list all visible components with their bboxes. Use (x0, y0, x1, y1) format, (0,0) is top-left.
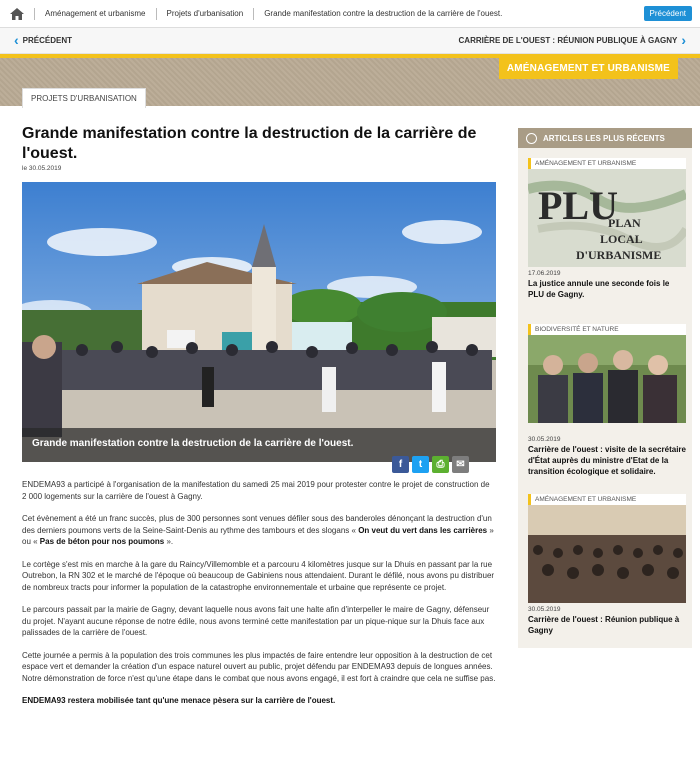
home-icon[interactable] (10, 8, 24, 20)
paragraph-text: » ou « (22, 525, 494, 546)
previous-button[interactable]: Précédent (644, 6, 692, 21)
article-title[interactable]: Carrière de l'ouest : Réunion publique à Gagny (528, 615, 680, 635)
plu-big-text: PLU (538, 183, 618, 228)
article-thumbnail[interactable] (528, 169, 686, 267)
article-title[interactable]: Carrière de l'ouest : visite de la secrétaire d'État auprès du ministre d'Etat de la transition écologique et solidaire. (528, 445, 686, 476)
article-category: BIODIVERSITÉ ET NATURE (528, 324, 686, 335)
tab-projets-urbanisation[interactable]: PROJETS D'URBANISATION (22, 88, 146, 108)
paragraph (22, 513, 496, 548)
paragraph: Le parcours passait par la mairie de Gagny, devant laquelle nous avons fait une halte afin d'interpeller le maire de Gagny, défenseur du projet. N'ayant aucune réponse de notre édile, nous avons terminé cette manifestation par un pique-nique sur la Dhuis face aux palissades de la carrière de l'ouest. (22, 605, 490, 637)
breadcrumb-divider (34, 8, 35, 20)
article-image[interactable] (22, 182, 496, 462)
breadcrumb-item-current: Grande manifestation contre la destruction de la carrière de l'ouest. (264, 9, 503, 18)
plu-text-plan: PLAN (608, 216, 641, 230)
article-category: AMÉNAGEMENT ET URBANISME (528, 494, 686, 505)
recent-article-reunion[interactable] (528, 494, 686, 636)
facebook-icon[interactable]: f (392, 456, 409, 473)
breadcrumb-item-amenagement[interactable]: Aménagement et urbanisme (45, 9, 146, 18)
protest-photo (22, 182, 496, 462)
article-title: Grande manifestation contre la destruction de la carrière de l'ouest. (22, 125, 477, 162)
article (22, 124, 496, 462)
breadcrumb-divider (253, 8, 254, 20)
plu-text-urbanisme: D'URBANISME (576, 248, 662, 262)
section-band (0, 58, 700, 106)
meeting-thumbnail (528, 505, 686, 603)
article-body (22, 479, 496, 718)
mail-icon[interactable]: ✉ (452, 456, 469, 473)
paragraph-text: ». (164, 537, 174, 546)
previous-article-label: PRÉCÉDENT (22, 35, 73, 45)
article-thumbnail[interactable] (528, 335, 686, 433)
article-date: 17.06.2019 (528, 270, 561, 277)
sidebar-heading-label: ARTICLES LES PLUS RÉCENTS (543, 133, 665, 143)
paragraph: Cette journée a permis à la population des trois communes les plus impactés de faire entendre leur opposition à la destruction de cet espace vert et demander la création d'un espace naturel ouvert au public, projet défendu par ENDEMA93 depuis de longues années. Notre démonstration de force n'est qu'une étape dans le combat que nous avons engagé, il est fort à craindre que cela ne suffise pas. (22, 650, 496, 683)
chevron-left-icon: ‹ (14, 32, 19, 48)
globe-icon (526, 133, 537, 144)
slogan-2: Pas de béton pour nos poumons (39, 537, 165, 546)
closing-statement: ENDEMA93 restera mobilisée tant qu'une menace pèsera sur la carrière de l'ouest. (22, 696, 336, 705)
recent-articles-sidebar (518, 128, 692, 648)
plu-text-local: LOCAL (600, 232, 643, 246)
visit-thumbnail (528, 335, 686, 423)
share-bar (392, 456, 469, 473)
section-badge[interactable]: AMÉNAGEMENT ET URBANISME (499, 58, 678, 79)
breadcrumb-divider (156, 8, 157, 20)
article-title[interactable]: La justice annule une seconde fois le PLU de Gagny. (528, 279, 670, 299)
article-date: le 30.05.2019 (22, 165, 62, 172)
sidebar-heading (518, 128, 692, 148)
article-date: 30.05.2019 (528, 606, 561, 613)
article-thumbnail[interactable] (528, 505, 686, 603)
next-article-link[interactable] (459, 34, 690, 46)
next-article-label: CARRIÈRE DE L'OUEST : RÉUNION PUBLIQUE À GAGNY (458, 35, 678, 45)
previous-article-link[interactable] (10, 34, 72, 46)
recent-article-plu[interactable] (528, 158, 686, 300)
article-date: 30.05.2019 (528, 436, 561, 443)
breadcrumb-item-projets[interactable]: Projets d'urbanisation (166, 9, 244, 18)
chevron-right-icon: › (681, 32, 686, 48)
article-category: AMÉNAGEMENT ET URBANISME (528, 158, 686, 169)
image-caption: Grande manifestation contre la destruction de la carrière de l'ouest. (22, 428, 496, 462)
recent-article-visite[interactable] (528, 324, 686, 477)
paragraph-text: Cet évènement a été un franc succès, plus de 300 personnes sont venues défiler sous des banderoles dénonçant la destruction d'un des derniers poumons verts de la Seine-Saint-Denis au rythme des tambours et des slogans « (22, 514, 492, 535)
paragraph: ENDEMA93 a participé à l'organisation de la manifestation du samedi 25 mai 2019 pour protester contre le projet de construction de 2 000 logements sur la carrière de l'ouest à Gagny. (22, 480, 490, 501)
twitter-icon[interactable]: t (412, 456, 429, 473)
paragraph: Le cortège s'est mis en marche à la gare du Raincy/Villemomble et a parcouru 4 kilomètres jusque sur la Dhuis en passant par la rue Outrebon, la RN 302 et le marché de l'époque où beaucoup de Gabiniens nous attendaient. Durant le défilé, nous avons pu distribuer de nombreux tracts pour informer la population de la catastrophe environnementale et urbaine que représente ce projet. (22, 559, 495, 592)
article-navigation (0, 28, 700, 54)
plu-thumbnail (528, 169, 686, 267)
print-icon[interactable]: ⎙ (432, 456, 449, 473)
breadcrumb (0, 0, 700, 28)
slogan-1: On veut du vert dans les carrières (358, 525, 488, 535)
